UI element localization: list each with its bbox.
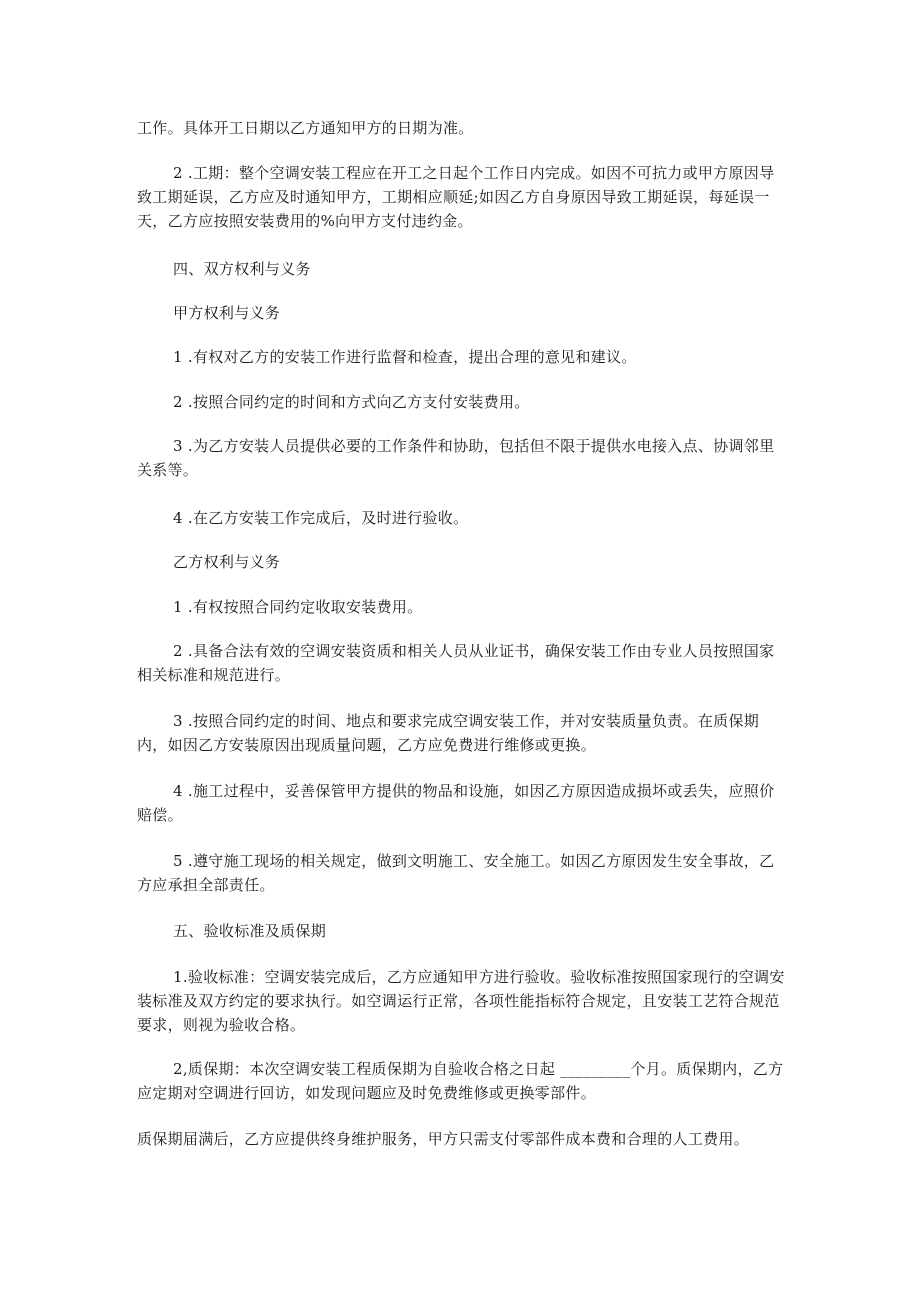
section-heading-rights: 四、双方权利与义务 [173,260,311,278]
party-a-item-3: 3 .为乙方安装人员提供必要的工作条件和协助，包括但不限于提供水电接入点、协调邻里关系等。 [137,437,775,479]
warranty-period: 2,质保期：本次空调安装工程质保期为自验收合格之日起 _________个月。质保期内，乙方应定期对空调进行回访，如发现问题应及时免费维修或更换零部件。 [137,1060,784,1102]
party-b-item-4: 4 .施工过程中，妥善保管甲方提供的物品和设施，如因乙方原因造成损坏或丢失，应照价赔偿。 [137,782,775,824]
party-a-item-2: 2 .按照合同约定的时间和方式向乙方支付安装费用。 [173,393,530,411]
party-b-item-5: 5 .遵守施工现场的相关规定，做到文明施工、安全施工。如因乙方原因发生安全事故，乙方应承担全部责任。 [137,852,775,894]
paragraph-duration: 2 .工期：整个空调安装工程应在开工之日起个工作日内完成。如因不可抗力或甲方原因导致工期延误，乙方应及时通知甲方，工期相应顺延;如因乙方自身原因导致工期延误，每延误一天，乙方应按照安装费用的%向甲方支付违约金。 [137,164,775,230]
party-a-item-1: 1 .有权对乙方的安装工作进行监督和检查，提出合理的意见和建议。 [173,348,637,366]
subheading-party-b: 乙方权利与义务 [173,553,281,571]
subheading-party-a: 甲方权利与义务 [173,304,281,322]
party-a-item-4: 4 .在乙方安装工作完成后，及时进行验收。 [173,509,469,527]
section-heading-acceptance: 五、验收标准及质保期 [173,922,327,940]
party-b-item-3: 3 .按照合同约定的时间、地点和要求完成空调安装工作，并对安装质量负责。在质保期内，如因乙方安装原因出现质量问题，乙方应免费进行维修或更换。 [137,712,760,754]
party-b-item-1: 1 .有权按照合同约定收取安装费用。 [173,598,423,616]
paragraph-start-date: 工作。具体开工日期以乙方通知甲方的日期为准。 [137,119,474,137]
party-b-item-2: 2 .具备合法有效的空调安装资质和相关人员从业证书，确保安装工作由专业人员按照国家相关标准和规范进行。 [137,642,775,684]
acceptance-standard: 1.验收标准：空调安装完成后，乙方应通知甲方进行验收。验收标准按照国家现行的空调安装标准及双方约定的要求执行。如空调运行正常，各项性能指标符合规定，且安装工艺符合规范要求，则视为验收合格。 [137,968,785,1034]
warranty-after-expiry: 质保期届满后，乙方应提供终身维护服务，甲方只需支付零部件成本费和合理的人工费用。 [137,1130,750,1148]
